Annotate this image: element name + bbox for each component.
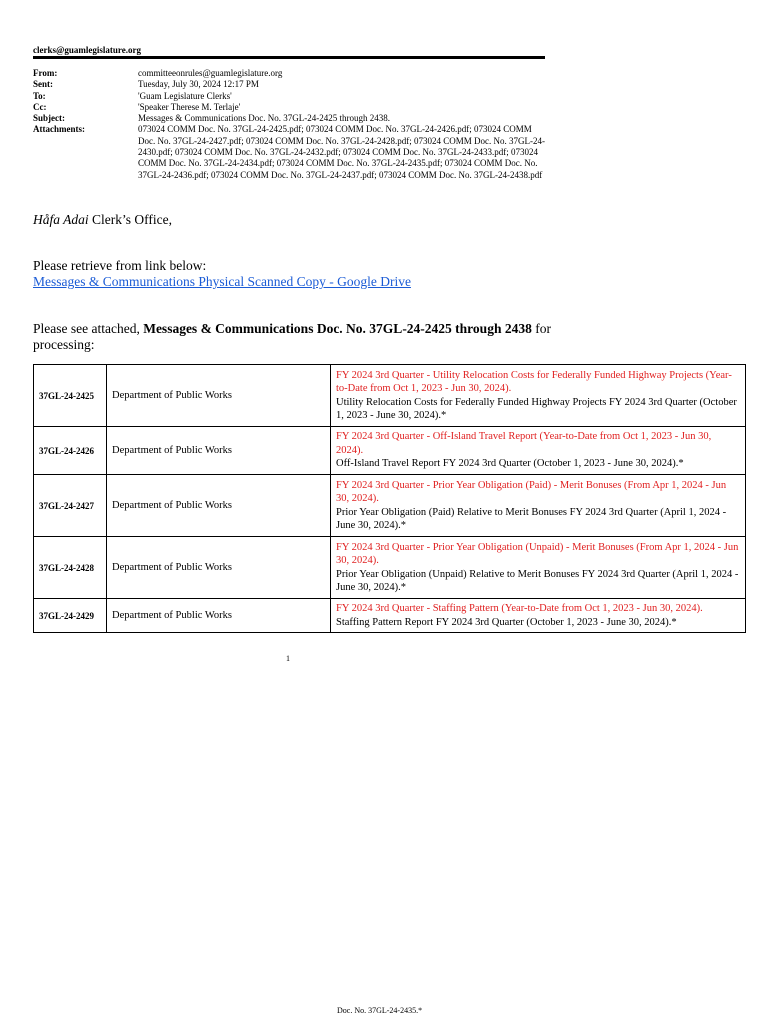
doc-number: 37GL-24-2425 xyxy=(34,365,107,427)
item-description: Off-Island Travel Report FY 2024 3rd Quarter (October 1, 2023 - June 30, 2024).* xyxy=(336,458,684,470)
to-label: To: xyxy=(33,90,46,101)
item-title: FY 2024 3rd Quarter - Utility Relocation Costs for Federally Funded Highway Projects (Year-to-Date from Oct 1, 2023 - Jun 30, 2024). xyxy=(336,369,732,394)
attachments-label: Attachments: xyxy=(33,124,85,135)
table-row xyxy=(34,365,746,427)
sent-label: Sent: xyxy=(33,79,53,90)
description-cell xyxy=(331,537,746,599)
item-description: Prior Year Obligation (Paid) Relative to Merit Bonuses FY 2024 3rd Quarter (April 1, 2024 - June 30, 2024).* xyxy=(336,506,727,531)
account-address: clerks@guamlegislature.org xyxy=(33,45,141,55)
subject-value: Messages & Communications Doc. No. 37GL-24-2425 through 2438. xyxy=(138,113,390,124)
doc-number: 37GL-24-2426 xyxy=(34,427,107,475)
description-cell xyxy=(331,365,746,427)
header-from-row xyxy=(33,68,548,79)
header-to-row xyxy=(33,91,548,102)
google-drive-link[interactable]: Messages & Communications Physical Scanned Copy - Google Drive xyxy=(33,274,411,289)
intro-bold: Messages & Communications Doc. No. 37GL-24-2425 through 2438 xyxy=(143,321,532,336)
description-cell xyxy=(331,427,746,475)
department: Department of Public Works xyxy=(107,427,331,475)
item-title: FY 2024 3rd Quarter - Prior Year Obligation (Paid) - Merit Bonuses (From Apr 1, 2024 - Jun 30, 2024). xyxy=(336,479,727,504)
department: Department of Public Works xyxy=(107,475,331,537)
header-subject-row xyxy=(33,113,548,124)
email-header xyxy=(33,68,548,181)
department: Department of Public Works xyxy=(107,599,331,633)
intro-suffix: for processing: xyxy=(33,321,551,352)
greeting-italic: Håfa Adai xyxy=(33,212,89,227)
table-row xyxy=(34,599,746,633)
header-attachments-row xyxy=(33,124,548,180)
greeting-rest: Clerk’s Office, xyxy=(88,212,172,227)
retrieve-text: Please retrieve from link below: xyxy=(33,258,207,273)
header-sent-row xyxy=(33,79,548,90)
table-row xyxy=(34,537,746,599)
page-number: 1 xyxy=(286,654,290,663)
greeting xyxy=(33,212,172,228)
item-description: Staffing Pattern Report FY 2024 3rd Quarter (October 1, 2023 - June 30, 2024).* xyxy=(336,616,677,628)
item-title: FY 2024 3rd Quarter - Staffing Pattern (Year-to-Date from Oct 1, 2023 - Jun 30, 2024). xyxy=(336,603,703,614)
table-row xyxy=(34,475,746,537)
cc-label: Cc: xyxy=(33,101,47,112)
from-label: From: xyxy=(33,68,58,78)
attachments-value: 073024 COMM Doc. No. 37GL-24-2425.pdf; 073024 COMM Doc. No. 37GL-24-2426.pdf; 073024 COMM Doc. No. 37GL-24-2427.pdf; 073024 COMM Doc. No. 37GL-24-2428.pdf; 073024 COMM Doc. No. 37GL-24-2430.pdf; 073024 COMM Doc. No. 37GL-24-2432.pdf; 073024 COMM Doc. No. 37GL-24-2433.pdf; 073024 COMM Doc. No. 37GL-24-2434.pdf; 073024 COMM Doc. No. 37GL-24-2435.pdf; 073024 COMM Doc. No. 37GL-24-2436.pdf; 073024 COMM Doc. No. 37GL-24-2437.pdf; 073024 COMM Doc. No. 37GL-24-2438.pdf xyxy=(138,124,545,180)
item-description: Prior Year Obligation (Unpaid) Relative to Merit Bonuses FY 2024 3rd Quarter (April 1, 2024 - June 30, 2024).* xyxy=(336,568,739,593)
item-title: FY 2024 3rd Quarter - Off-Island Travel Report (Year-to-Date from Oct 1, 2023 - Jun 30, 2024). xyxy=(336,431,712,456)
to-value: 'Guam Legislature Clerks' xyxy=(138,90,232,101)
header-cc-row xyxy=(33,102,548,113)
cc-value: 'Speaker Therese M. Terlaje' xyxy=(138,101,241,112)
from-value: committeeonrules@guamlegislature.org xyxy=(138,68,283,78)
department: Department of Public Works xyxy=(107,537,331,599)
doc-number: 37GL-24-2428 xyxy=(34,537,107,599)
description-cell xyxy=(331,475,746,537)
doc-number: 37GL-24-2429 xyxy=(34,599,107,633)
footer-doc-number: Doc. No. 37GL-24-2435.* xyxy=(337,1006,423,1015)
header-divider xyxy=(33,56,545,59)
department: Department of Public Works xyxy=(107,365,331,427)
description-cell xyxy=(331,599,746,633)
communications-table xyxy=(33,364,746,633)
retrieve-block xyxy=(33,258,411,290)
doc-number: 37GL-24-2427 xyxy=(34,475,107,537)
subject-label: Subject: xyxy=(33,113,65,124)
intro-paragraph xyxy=(33,321,553,353)
sent-value: Tuesday, July 30, 2024 12:17 PM xyxy=(138,79,259,90)
item-title: FY 2024 3rd Quarter - Prior Year Obligation (Unpaid) - Merit Bonuses (From Apr 1, 2024 - Jun 30, 2024). xyxy=(336,541,739,566)
intro-prefix: Please see attached, xyxy=(33,321,144,336)
table-row xyxy=(34,427,746,475)
item-description: Utility Relocation Costs for Federally Funded Highway Projects FY 2024 3rd Quarter (October 1, 2023 - June 30, 2024).* xyxy=(336,396,737,421)
